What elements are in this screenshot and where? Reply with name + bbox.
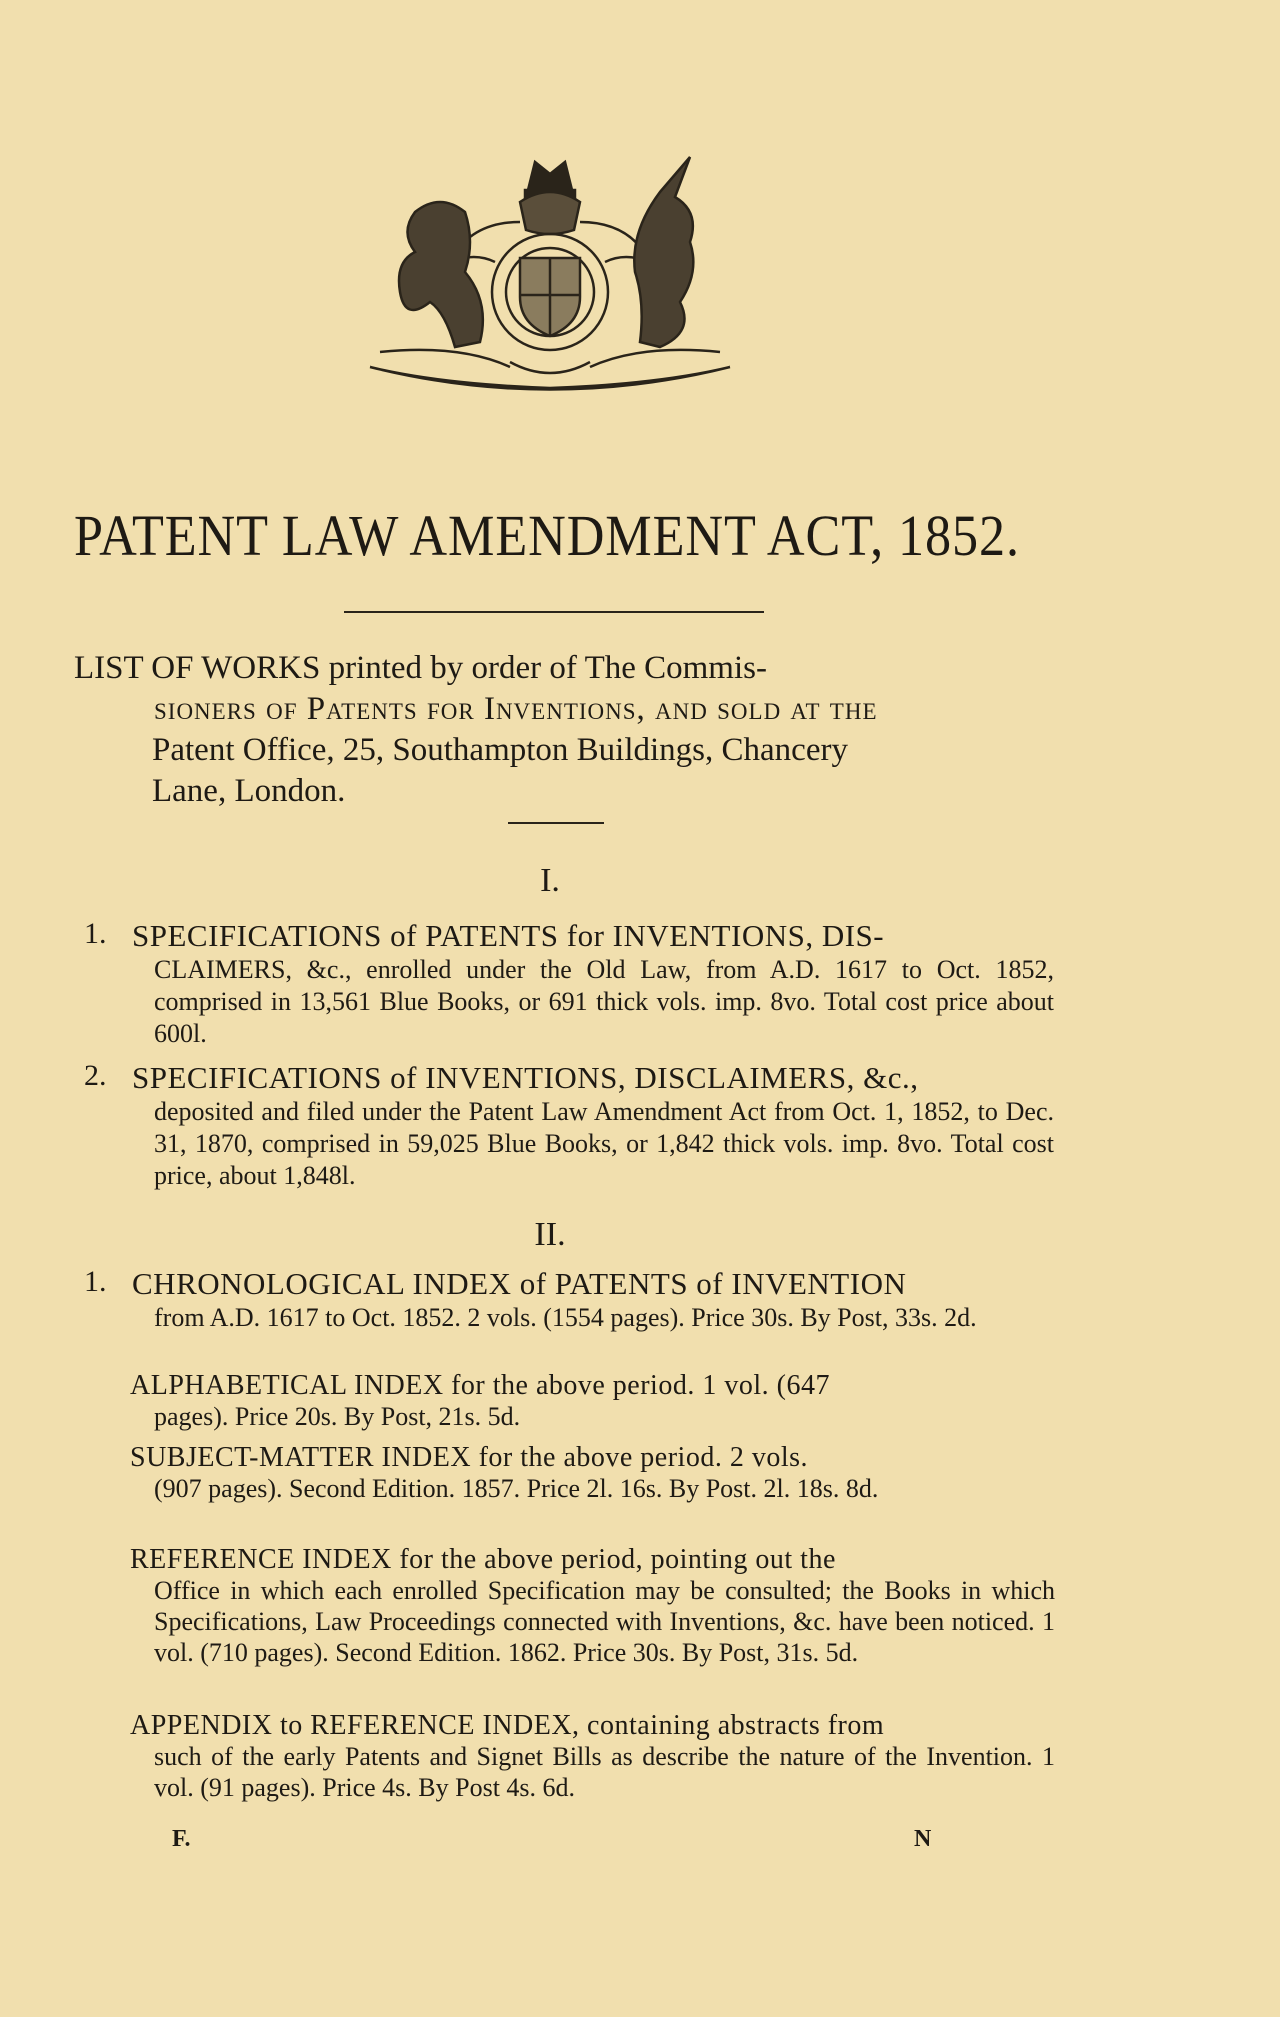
document-title: PATENT LAW AMENDMENT ACT, 1852. [74,503,1020,568]
item-heading: CHRONOLOGICAL INDEX of PATENTS of INVENTION [132,1266,907,1301]
intro-line: LIST OF WORKS printed by order of The Commis- [74,650,767,686]
item-number: 2. [84,1059,107,1092]
section-divider [508,822,604,824]
royal-coat-of-arms [360,152,740,402]
sub-entry-body: pages). Price 20s. By Post, 21s. 5d. [154,1402,521,1431]
intro-paragraph [74,648,1054,812]
sub-entry [130,1442,1055,1504]
sub-entry-body: such of the early Patents and Signet Bills as describe the nature of the Invention. 1 vol. (91 pages). Price 4s. By Post 4s. 6d. [154,1742,1055,1802]
intro-line: sioners of Patents for Inventions, and sold at the [154,691,878,727]
sub-entry-heading: ALPHABETICAL INDEX for the above period. 1 vol. (647 [130,1370,830,1401]
intro-line: Lane, London. [152,773,346,809]
intro-line: Patent Office, 25, Southampton Buildings, Chancery [152,732,848,768]
signature-mark-right: N [914,1826,932,1852]
item-number: 1. [84,1265,107,1298]
item-body: CLAIMERS, &c., enrolled under the Old Law, from A.D. 1617 to Oct. 1852, comprised in 13,561 Blue Books, or 691 thick vols. imp. 8vo. Total cost price about 600l. [154,955,1054,1048]
sub-entry [130,1370,1055,1432]
sub-entry-body: (907 pages). Second Edition. 1857. Price 2l. 16s. By Post. 2l. 18s. 8d. [154,1474,879,1503]
item-number: 1. [84,917,107,950]
sub-entry-body: Office in which each enrolled Specification may be consulted; the Books in which Specifications, Law Proceedings connected with Inventions, &c. have been noticed. 1 vol. (710 pages). Second Edition. 1862. Price 30s. By Post, 31s. 5d. [154,1576,1055,1667]
section-numeral: I. [540,862,560,899]
list-item [84,918,1054,1050]
sub-entry-heading: SUBJECT-MATTER INDEX for the above period. 2 vols. [130,1442,809,1473]
sub-entry-heading: REFERENCE INDEX for the above period, pointing out the [130,1544,836,1575]
section-numeral: II. [534,1216,566,1253]
sub-entry [130,1544,1055,1668]
sub-entry-heading: APPENDIX to REFERENCE INDEX, containing abstracts from [130,1710,885,1741]
item-heading: SPECIFICATIONS of INVENTIONS, DISCLAIMERS, &c., [132,1060,919,1095]
title-divider [344,611,764,613]
signature-mark-left: F. [172,1826,191,1852]
item-body: from A.D. 1617 to Oct. 1852. 2 vols. (1554 pages). Price 30s. By Post, 33s. 2d. [154,1303,977,1332]
sub-entry [130,1710,1055,1803]
list-item [84,1060,1054,1192]
list-item [84,1266,1054,1334]
item-heading: SPECIFICATIONS of PATENTS for INVENTIONS, DIS- [132,918,885,953]
item-body: deposited and filed under the Patent Law Amendment Act from Oct. 1, 1852, to Dec. 31, 1870, comprised in 59,025 Blue Books, or 1,842 thick vols. imp. 8vo. Total cost price, about 1,848l. [154,1097,1054,1190]
